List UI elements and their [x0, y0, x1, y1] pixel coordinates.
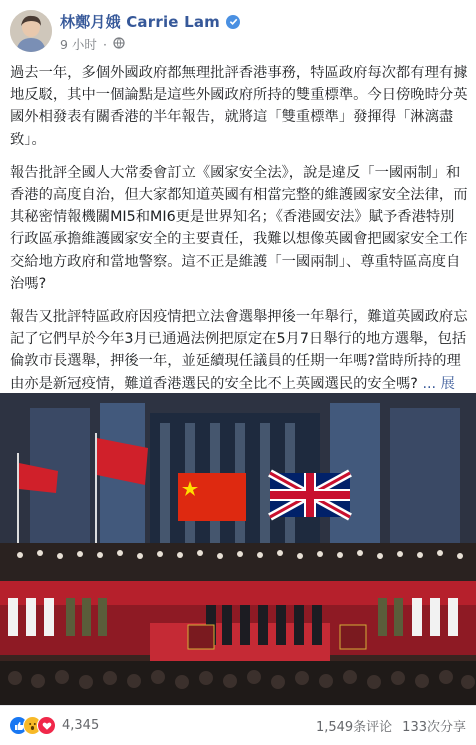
post-footer — [0, 705, 476, 745]
handover-ceremony-image — [0, 393, 476, 705]
post-header — [0, 0, 476, 62]
reactions-summary[interactable] — [9, 716, 99, 735]
post-time[interactable]: 9 小时 — [60, 37, 97, 52]
post-paragraph-text: 報告又批評特區政府因疫情把立法會選舉押後一年舉行，難道英國政府忘記了它們早於今年3月已通過法例把原定在5月7日舉行的地方選舉，包括倫敦市長選舉，押後一年，並延續現任議員的任期一年嗎?當時所持的理由亦是新冠疫情，難道香港選民的安全比不上英國選民的安全嗎? — [10, 309, 468, 392]
post-paragraph: 報告批評全國人大常委會訂立《國家安全法》，說是違反「一國兩制」和香港的高度自治，但大家都知道英國有相當完整的維護國家安全法律，而其秘密情報機關MI5和MI6更是世界知名；《香港國安法》賦予香港特別行政區承擔維護國家安全的主要責任，我難以想像英國會把國家安全工作交給地方政府和當地警察。這不正是維護「一國兩制」、尊重特區高度自治嗎? — [10, 164, 468, 292]
post-photo[interactable] — [0, 393, 476, 705]
verified-badge-icon — [226, 15, 240, 29]
post-body — [10, 62, 468, 428]
avatar[interactable] — [10, 10, 52, 52]
public-globe-icon — [113, 37, 125, 52]
shares-count[interactable]: 133次分享 — [402, 720, 466, 735]
post-paragraph: 過去一年，多個外國政府都無理批評香港事務，特區政府每次都有理有據地反駁，其中一個論點是這些外國政府所持的雙重標準。今日傍晚時分英國外相發表有關香港的半年報告，就將這「雙重標準」發揮得「淋漓盡致」。 — [10, 65, 468, 148]
comments-count[interactable]: 1,549条评论 — [315, 720, 393, 735]
avatar-image — [10, 10, 52, 52]
see-more-link[interactable]: ... 展 — [422, 375, 455, 392]
dot-separator: · — [102, 36, 107, 52]
love-reaction-icon — [37, 716, 56, 735]
author-name[interactable]: 林鄭月娥 Carrie Lam — [60, 13, 220, 31]
reaction-count: 4,345 — [62, 718, 100, 733]
